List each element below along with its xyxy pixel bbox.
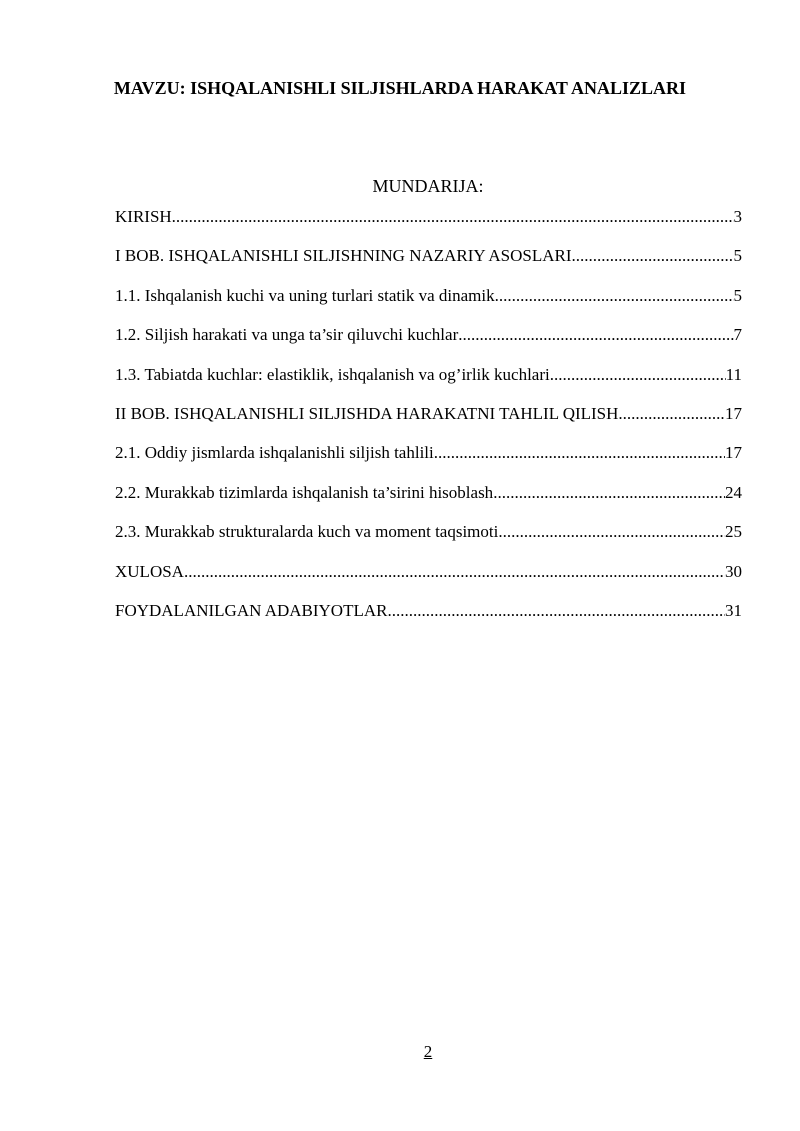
toc-entry-label: XULOSA <box>115 561 184 581</box>
toc-entry-page: 5 <box>733 285 742 305</box>
toc-entry-page: 31 <box>725 600 742 620</box>
toc-entry-page: 11 <box>725 364 742 384</box>
toc-entry-section-1-2 <box>115 323 742 362</box>
toc-entry-chapter-2 <box>115 402 742 441</box>
toc-entry-label: I BOB. ISHQALANISHLI SILJISHNING NAZARIY ASOSLARI <box>115 246 572 266</box>
toc-entry-page: 30 <box>725 561 742 581</box>
toc-dot-leader <box>434 441 725 465</box>
toc-entry-page: 7 <box>733 325 742 345</box>
page-number: 2 <box>423 1042 433 1061</box>
toc-entry-page: 25 <box>725 522 742 542</box>
toc-entry-kirish <box>115 205 742 244</box>
toc-entry-label: 2.3. Murakkab strukturalarda kuch va moment taqsimoti <box>115 522 499 542</box>
toc-entry-label: 2.1. Oddiy jismlarda ishqalanishli siljish tahlili <box>115 443 434 463</box>
toc-entry-label: 1.2. Siljish harakati va unga ta’sir qiluvchi kuchlar <box>115 325 459 345</box>
table-of-contents <box>115 205 742 638</box>
toc-entry-xulosa <box>115 560 742 599</box>
toc-dot-leader <box>387 599 725 623</box>
toc-entry-label: II BOB. ISHQALANISHLI SILJISHDA HARAKATNI TAHLIL QILISH <box>115 403 619 423</box>
toc-entry-section-2-3 <box>115 520 742 559</box>
toc-dot-leader <box>172 205 734 229</box>
toc-entry-label: 1.1. Ishqalanish kuchi va uning turlari statik va dinamik <box>115 285 495 305</box>
toc-dot-leader <box>498 520 725 544</box>
toc-entry-chapter-1 <box>115 244 742 283</box>
toc-entry-section-2-2 <box>115 481 742 520</box>
toc-entry-section-1-1 <box>115 284 742 323</box>
toc-entry-label: 1.3. Tabiatda kuchlar: elastiklik, ishqalanish va og’irlik kuchlari <box>115 364 550 384</box>
toc-entry-page: 24 <box>725 482 742 502</box>
toc-entry-references <box>115 599 742 638</box>
toc-heading: MUNDARIJA: <box>372 176 484 196</box>
toc-entry-page: 3 <box>733 207 742 226</box>
toc-entry-page: 17 <box>725 403 742 423</box>
toc-dot-leader <box>572 244 734 268</box>
toc-dot-leader <box>495 284 734 308</box>
toc-entry-section-1-3 <box>115 363 742 402</box>
toc-entry-label: FOYDALANILGAN ADABIYOTLAR <box>115 600 388 620</box>
toc-dot-leader <box>458 323 733 347</box>
toc-entry-page: 17 <box>725 443 742 463</box>
toc-entry-label: 2.2. Murakkab tizimlarda ishqalanish ta’sirini hisoblash <box>115 482 494 502</box>
toc-dot-leader <box>618 402 725 426</box>
toc-dot-leader <box>184 560 725 584</box>
toc-dot-leader <box>493 481 725 505</box>
toc-entry-label: KIRISH <box>115 207 172 226</box>
toc-entry-section-2-1 <box>115 441 742 480</box>
toc-entry-page: 5 <box>733 246 742 266</box>
document-title: MAVZU: ISHQALANISHLI SILJISHLARDA HARAKAT ANALIZLARI <box>113 78 687 98</box>
toc-dot-leader <box>550 363 726 387</box>
